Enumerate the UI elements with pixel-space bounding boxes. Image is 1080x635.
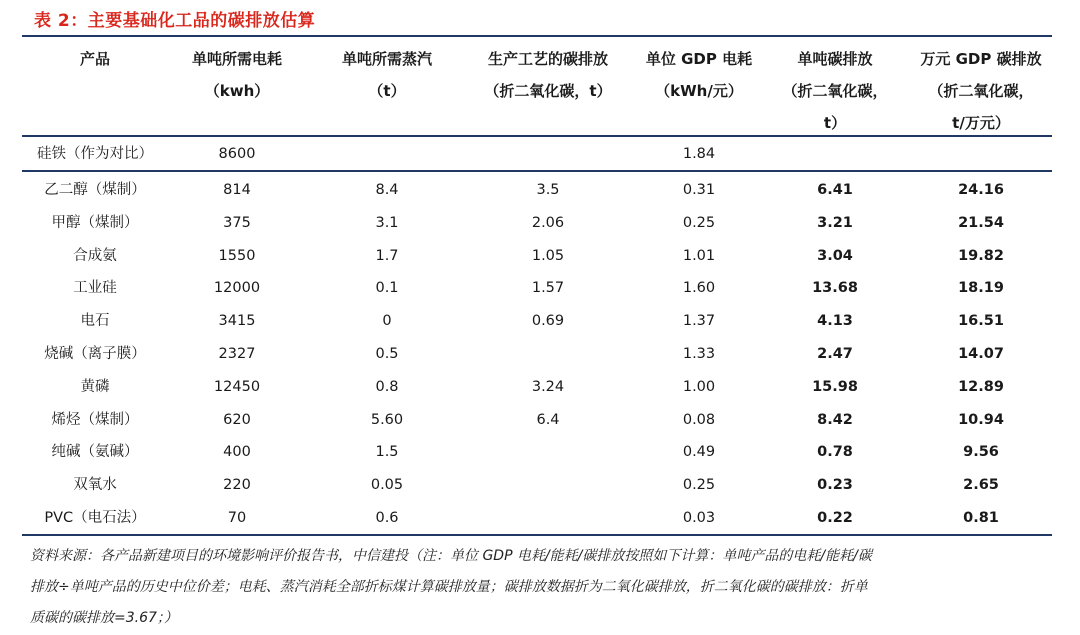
bottom-rule bbox=[22, 534, 1052, 536]
cell-process: 3.24 bbox=[531, 378, 565, 395]
header-line: 单吨所需电耗 bbox=[191, 50, 282, 68]
cell-steam: 8.4 bbox=[375, 182, 399, 198]
table-row bbox=[22, 338, 1052, 370]
header-steam bbox=[312, 43, 462, 107]
cell-process: 1.05 bbox=[531, 247, 565, 264]
cell-steam: 0.05 bbox=[370, 477, 404, 494]
table-row bbox=[22, 174, 1052, 206]
cell-ton-carbon: 3.21 bbox=[817, 214, 853, 231]
table-row bbox=[22, 305, 1052, 337]
cell-gdp-power: 0.03 bbox=[682, 510, 716, 526]
header-electricity bbox=[162, 43, 312, 107]
cell-gdp-power: 0.08 bbox=[682, 411, 716, 428]
cell-ton-carbon: 8.42 bbox=[817, 411, 853, 428]
cell-gdp-power: 1.84 bbox=[682, 146, 716, 162]
cell-gdp-carbon: 14.07 bbox=[958, 346, 1004, 362]
cell-product: 烯烃（煤制） bbox=[51, 411, 139, 428]
header-line: （折二氧化碳， bbox=[782, 82, 888, 100]
cell-gdp-carbon: 24.16 bbox=[958, 182, 1004, 198]
cell-steam: 0 bbox=[382, 313, 392, 330]
table-row bbox=[22, 371, 1052, 403]
cell-product: 合成氨 bbox=[73, 247, 117, 264]
cell-gdp-power: 0.25 bbox=[682, 477, 716, 494]
cell-process: 3.5 bbox=[536, 182, 560, 198]
source-note bbox=[30, 541, 1050, 634]
header-line: 单位 GDP 电耗 bbox=[645, 50, 753, 68]
source-line: 质碳的碳排放=3.67；） bbox=[30, 610, 178, 626]
cell-gdp-power: 0.49 bbox=[682, 444, 716, 461]
cell-electricity: 1550 bbox=[218, 247, 256, 264]
cell-electricity: 814 bbox=[223, 182, 251, 198]
header-line: t/万元） bbox=[952, 114, 1010, 132]
cell-gdp-power: 1.01 bbox=[682, 247, 716, 264]
cell-gdp-carbon: 19.82 bbox=[958, 247, 1004, 264]
header-line: 万元 GDP 碳排放 bbox=[920, 50, 1042, 68]
cell-ton-carbon: 0.22 bbox=[817, 510, 853, 526]
header-line: 生产工艺的碳排放 bbox=[487, 50, 608, 68]
cell-ton-carbon: 4.13 bbox=[817, 313, 853, 330]
cell-product: 甲醇（煤制） bbox=[51, 214, 139, 231]
table-title: 表 2：主要基础化工品的碳排放估算 bbox=[34, 11, 316, 31]
cell-steam: 0.6 bbox=[375, 510, 399, 526]
cell-electricity: 2327 bbox=[218, 346, 256, 362]
header-line: 产品 bbox=[79, 50, 110, 68]
cell-product: 电石 bbox=[80, 313, 110, 330]
cell-gdp-carbon: 18.19 bbox=[958, 280, 1004, 297]
header-ton-carbon bbox=[770, 43, 900, 139]
cell-gdp-carbon: 0.81 bbox=[963, 510, 999, 526]
cell-electricity: 375 bbox=[223, 214, 251, 231]
cell-steam: 1.5 bbox=[375, 444, 399, 461]
header-gdp-carbon bbox=[906, 43, 1056, 139]
cell-ton-carbon: 6.41 bbox=[817, 182, 853, 198]
cell-gdp-power: 1.60 bbox=[682, 280, 716, 297]
cell-steam: 0.1 bbox=[375, 280, 399, 297]
cell-steam: 0.8 bbox=[375, 378, 399, 395]
cell-product: 双氧水 bbox=[73, 477, 117, 494]
reference-rule bbox=[22, 170, 1052, 172]
cell-gdp-carbon: 12.89 bbox=[958, 378, 1004, 395]
table-row bbox=[22, 404, 1052, 436]
cell-steam: 1.7 bbox=[375, 247, 399, 264]
cell-gdp-carbon: 9.56 bbox=[963, 444, 999, 461]
header-line: （折二氧化碳，t） bbox=[484, 82, 612, 100]
header-process bbox=[461, 43, 636, 107]
header-line: （t） bbox=[368, 82, 406, 100]
cell-electricity: 400 bbox=[223, 444, 251, 461]
cell-steam: 3.1 bbox=[375, 214, 399, 231]
header-gdp-power bbox=[629, 43, 769, 107]
cell-gdp-carbon: 21.54 bbox=[958, 214, 1004, 231]
table-row bbox=[22, 272, 1052, 304]
header-line: （kwh） bbox=[204, 82, 270, 100]
cell-ton-carbon: 2.47 bbox=[817, 346, 853, 362]
cell-electricity: 220 bbox=[223, 477, 251, 494]
cell-electricity: 8600 bbox=[218, 146, 256, 162]
table-row bbox=[22, 240, 1052, 272]
reference-row bbox=[22, 138, 1052, 170]
cell-gdp-power: 0.31 bbox=[682, 182, 716, 198]
top-rule bbox=[22, 35, 1052, 37]
cell-ton-carbon: 0.78 bbox=[817, 444, 853, 461]
cell-ton-carbon: 0.23 bbox=[817, 477, 853, 494]
cell-process: 2.06 bbox=[531, 214, 565, 231]
cell-gdp-carbon: 10.94 bbox=[958, 411, 1004, 428]
header-line: 单吨所需蒸汽 bbox=[341, 50, 432, 68]
cell-ton-carbon: 13.68 bbox=[812, 280, 858, 297]
source-line: 资料来源：各产品新建项目的环境影响评价报告书，中信建投（注：单位 GDP 电耗/能耗/碳排放按照如下计算：单吨产品的电耗/能耗/碳 bbox=[30, 548, 872, 564]
cell-process: 6.4 bbox=[536, 411, 560, 428]
cell-electricity: 620 bbox=[223, 411, 251, 428]
table-row bbox=[22, 469, 1052, 501]
cell-product: 工业硅 bbox=[73, 280, 117, 297]
cell-gdp-carbon: 16.51 bbox=[958, 313, 1004, 330]
cell-gdp-power: 0.25 bbox=[682, 214, 716, 231]
cell-gdp-power: 1.33 bbox=[682, 346, 716, 362]
cell-ton-carbon: 3.04 bbox=[817, 247, 853, 264]
header-line: （折二氧化碳， bbox=[928, 82, 1034, 100]
source-line: 排放÷单吨产品的历史中位价差；电耗、蒸汽消耗全部折标煤计算碳排放量；碳排放数据折为二氧化碳排放，折二氧化碳的碳排放：折单 bbox=[30, 579, 868, 595]
header-line: 单吨碳排放 bbox=[797, 50, 873, 68]
cell-electricity: 12000 bbox=[213, 280, 261, 297]
cell-product: 烧碱（离子膜） bbox=[44, 346, 146, 362]
cell-gdp-carbon: 2.65 bbox=[963, 477, 999, 494]
cell-steam: 0.5 bbox=[375, 346, 399, 362]
cell-product: 硅铁（作为对比） bbox=[37, 146, 153, 162]
cell-product: 纯碱（氨碱） bbox=[51, 444, 139, 461]
header-line: t） bbox=[823, 114, 847, 132]
cell-gdp-power: 1.00 bbox=[682, 378, 716, 395]
cell-electricity: 3415 bbox=[218, 313, 256, 330]
cell-process: 0.69 bbox=[531, 313, 565, 330]
header-product bbox=[20, 43, 170, 75]
cell-product: 乙二醇（煤制） bbox=[44, 182, 146, 198]
cell-steam: 5.60 bbox=[370, 411, 404, 428]
table-row bbox=[22, 436, 1052, 468]
cell-electricity: 70 bbox=[227, 510, 247, 526]
table-row bbox=[22, 502, 1052, 534]
cell-process: 1.57 bbox=[531, 280, 565, 297]
cell-product: 黄磷 bbox=[80, 378, 110, 395]
cell-gdp-power: 1.37 bbox=[682, 313, 716, 330]
cell-product: PVC（电石法） bbox=[44, 510, 146, 526]
header-line: （kWh/元） bbox=[655, 82, 743, 100]
cell-ton-carbon: 15.98 bbox=[812, 378, 858, 395]
table-row bbox=[22, 207, 1052, 239]
cell-electricity: 12450 bbox=[213, 378, 261, 395]
